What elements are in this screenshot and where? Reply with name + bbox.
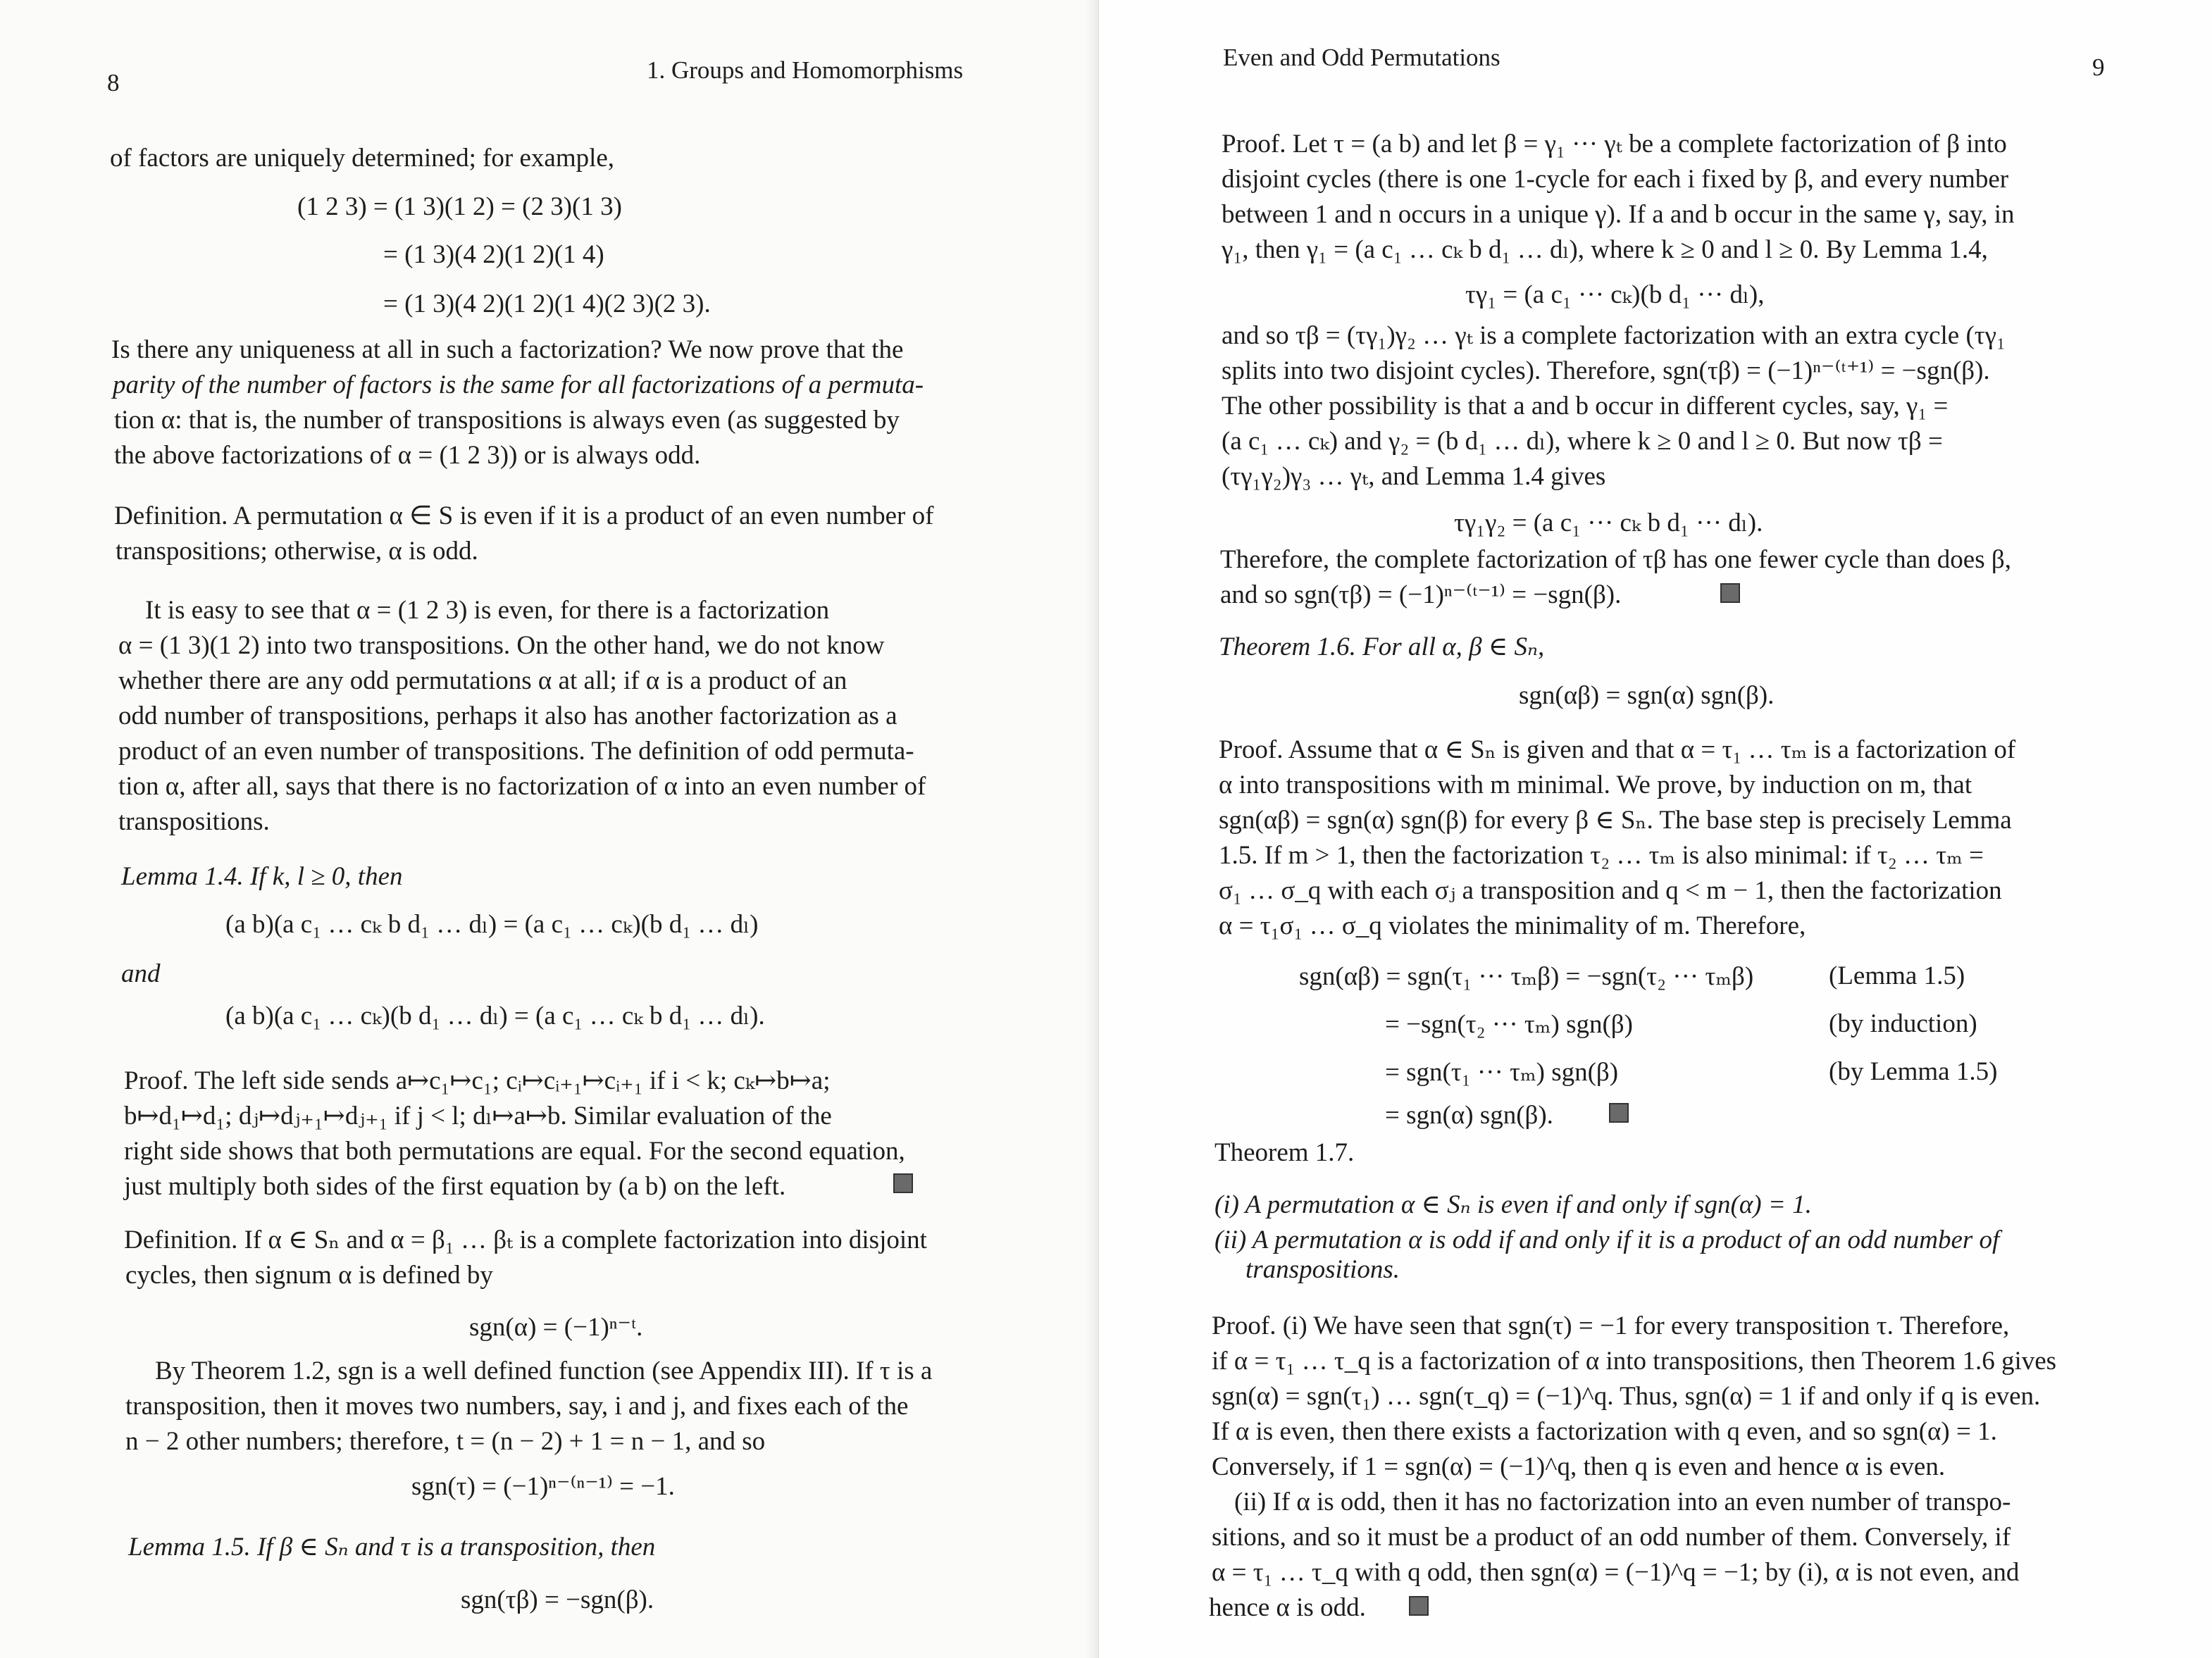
theorem-item: (ii) A permutation α is odd if and only if it is a product of an odd number of <box>1214 1226 2000 1254</box>
equation: = sgn(α) sgn(β). <box>1385 1101 1553 1130</box>
text-line: (a c₁ … cₖ) and γ₂ = (b d₁ … dₗ), where k ≥ 0 and l ≥ 0. But now τβ = <box>1222 427 1943 456</box>
text-line: α into transpositions with m minimal. We prove, by induction on m, that <box>1219 771 1972 799</box>
running-head: 1. Groups and Homomorphisms <box>647 56 964 84</box>
text-line: whether there are any odd permutations α at all; if α is a product of an <box>118 666 847 695</box>
proof-lemma-1-4: Proof. The left side sends a↦c₁↦c₁; cᵢ↦cᵢ₊₁↦cᵢ₊₁ if i < k; cₖ↦b↦a; <box>124 1066 831 1095</box>
text-line: tion α, after all, says that there is no factorization of α into an even number of <box>118 772 926 801</box>
equation: (1 2 3) = (1 3)(1 2) = (2 3)(1 3) <box>297 192 622 221</box>
lemma-1-5: Lemma 1.5. If β ∈ Sₙ and τ is a transposition, then <box>128 1533 656 1562</box>
text-line: (τγ₁γ₂)γ₃ … γₜ, and Lemma 1.4 gives <box>1222 462 1606 491</box>
running-head: Even and Odd Permutations <box>1223 44 1500 71</box>
definition-even: Definition. A permutation α ∈ S is even if it is a product of an even number of <box>114 501 934 530</box>
equation: = sgn(τ₁ ··· τₘ) sgn(β) <box>1385 1058 1619 1087</box>
equation: = (1 3)(4 2)(1 2)(1 4) <box>383 240 604 269</box>
text-line: and so sgn(τβ) = (−1)ⁿ⁻⁽ᵗ⁻¹⁾ = −sgn(β). <box>1220 580 1622 609</box>
text-line: Is there any uniqueness at all in such a factorization? We now prove that the <box>111 335 904 364</box>
text-line: right side shows that both permutations are equal. For the second equation, <box>124 1137 905 1166</box>
equation: sgn(τ) = (−1)ⁿ⁻⁽ⁿ⁻¹⁾ = −1. <box>411 1472 675 1501</box>
text-line: n − 2 other numbers; therefore, t = (n − 2) + 1 = n − 1, and so <box>125 1427 766 1456</box>
text-line: cycles, then signum α is defined by <box>125 1261 493 1290</box>
text-line: transpositions; otherwise, α is odd. <box>116 537 478 566</box>
text-line: just multiply both sides of the first equation by (a b) on the left. <box>124 1172 786 1201</box>
text-line: b↦d₁↦d₁; dⱼ↦dⱼ₊₁↦dⱼ₊₁ if j < l; dₗ↦a↦b. Similar evaluation of the <box>124 1102 832 1130</box>
text-line: The other possibility is that a and b occur in different cycles, say, γ₁ = <box>1222 392 1949 420</box>
justification: (by induction) <box>1829 1009 1977 1038</box>
text-line: γ₁, then γ₁ = (a c₁ … cₖ b d₁ … dₗ), where k ≥ 0 and l ≥ 0. By Lemma 1.4, <box>1222 235 1988 264</box>
page-number: 8 <box>107 69 120 96</box>
qed-box <box>1720 583 1740 603</box>
text-line: Therefore, the complete factorization of τβ has one fewer cycle than does β, <box>1220 545 2011 574</box>
left-page <box>0 0 1099 1658</box>
text-line: transposition, then it moves two numbers, say, i and j, and fixes each of the <box>125 1392 909 1421</box>
equation: = (1 3)(4 2)(1 2)(1 4)(2 3)(2 3). <box>383 289 711 318</box>
equation: sgn(τβ) = −sgn(β). <box>461 1585 654 1614</box>
equation: sgn(αβ) = sgn(α) sgn(β). <box>1519 681 1775 710</box>
text-line: It is easy to see that α = (1 2 3) is even, for there is a factorization <box>145 596 830 625</box>
proof-theorem-1-7: Proof. (i) We have seen that sgn(τ) = −1 for every transposition τ. Therefore, <box>1212 1311 2010 1340</box>
right-page <box>1099 0 2212 1658</box>
proof-theorem-1-6: Proof. Assume that α ∈ Sₙ is given and that α = τ₁ … τₘ is a factorization of <box>1219 735 2016 764</box>
qed-box <box>1409 1596 1429 1616</box>
text-line: sgn(α) = sgn(τ₁) … sgn(τ_q) = (−1)^q. Thus, sgn(α) = 1 if and only if q is even. <box>1212 1382 2041 1411</box>
equation: τγ₁γ₂ = (a c₁ ··· cₖ b d₁ ··· dₗ). <box>1454 509 1763 537</box>
text-line: sgn(αβ) = sgn(α) sgn(β) for every β ∈ Sₙ. The base step is precisely Lemma <box>1219 806 2012 835</box>
justification: (by Lemma 1.5) <box>1829 1057 1998 1086</box>
lemma-1-4: Lemma 1.4. If k, l ≥ 0, then <box>121 862 403 891</box>
qed-box <box>1609 1103 1629 1123</box>
equation: sgn(αβ) = sgn(τ₁ ··· τₘβ) = −sgn(τ₂ ··· τₘβ) <box>1299 962 1754 991</box>
equation: (a b)(a c₁ … cₖ b d₁ … dₗ) = (a c₁ … cₖ)(b d₁ … dₗ) <box>225 910 759 939</box>
text-line: (ii) If α is odd, then it has no factorization into an even number of transpo- <box>1234 1488 2011 1516</box>
text-line: α = τ₁ … τ_q with q odd, then sgn(α) = (−1)^q = −1; by (i), α is not even, and <box>1212 1558 2020 1587</box>
text-line: transpositions. <box>118 807 270 836</box>
text-line: sitions, and so it must be a product of an odd number of them. Conversely, if <box>1212 1523 2011 1552</box>
theorem-item: (i) A permutation α ∈ Sₙ is even if and only if sgn(α) = 1. <box>1214 1190 1812 1219</box>
text-line: If α is even, then there exists a factorization with q even, and so sgn(α) = 1. <box>1212 1417 1997 1446</box>
text-line: By Theorem 1.2, sgn is a well defined function (see Appendix III). If τ is a <box>155 1357 933 1385</box>
text-line: between 1 and n occurs in a unique γ). If a and b occur in the same γ, say, in <box>1222 200 2015 229</box>
definition-signum: Definition. If α ∈ Sₙ and α = β₁ … βₜ is a complete factorization into disjoint <box>124 1226 927 1254</box>
text-line: and <box>121 959 161 988</box>
text-line: σ₁ … σ_q with each σⱼ a transposition and q < m − 1, then the factorization <box>1219 876 2002 905</box>
text-line: parity of the number of factors is the same for all factorizations of a permuta- <box>113 370 924 399</box>
page-number: 9 <box>2092 54 2105 81</box>
theorem-1-6: Theorem 1.6. For all α, β ∈ Sₙ, <box>1219 632 1545 661</box>
text-line: of factors are uniquely determined; for example, <box>110 144 615 173</box>
equation: = −sgn(τ₂ ··· τₘ) sgn(β) <box>1385 1010 1633 1039</box>
equation: (a b)(a c₁ … cₖ)(b d₁ … dₗ) = (a c₁ … cₖ b d₁ … dₗ). <box>225 1002 765 1030</box>
text-line: α = τ₁σ₁ … σ_q violates the minimality of m. Therefore, <box>1219 911 1806 940</box>
text-line: hence α is odd. <box>1209 1593 1366 1622</box>
text-line: Conversely, if 1 = sgn(α) = (−1)^q, then q is even and hence α is even. <box>1212 1452 1946 1481</box>
qed-box <box>893 1173 913 1193</box>
equation: τγ₁ = (a c₁ ··· cₖ)(b d₁ ··· dₗ), <box>1465 280 1765 309</box>
text-line: splits into two disjoint cycles). Therefore, sgn(τβ) = (−1)ⁿ⁻⁽ᵗ⁺¹⁾ = −sgn(β). <box>1222 356 1990 385</box>
text-line: tion α: that is, the number of transpositions is always even (as suggested by <box>114 406 900 435</box>
text-line: the above factorizations of α = (1 2 3)) or is always odd. <box>114 441 701 470</box>
text-line: transpositions. <box>1245 1255 1400 1284</box>
text-line: product of an even number of transpositions. The definition of odd permuta- <box>118 737 914 766</box>
text-line: odd number of transpositions, perhaps it also has another factorization as a <box>118 702 897 730</box>
text-line: and so τβ = (τγ₁)γ₂ … γₜ is a complete factorization with an extra cycle (τγ₁ <box>1222 321 2006 350</box>
theorem-1-7: Theorem 1.7. <box>1214 1138 1355 1167</box>
text-line: disjoint cycles (there is one 1-cycle for each i fixed by β, and every number <box>1222 165 2009 194</box>
text-line: α = (1 3)(1 2) into two transpositions. On the other hand, we do not know <box>118 631 885 660</box>
proof-lemma-1-5: Proof. Let τ = (a b) and let β = γ₁ ··· γₜ be a complete factorization of β into <box>1222 130 2007 158</box>
text-line: if α = τ₁ … τ_q is a factorization of α into transpositions, then Theorem 1.6 gives <box>1212 1347 2057 1376</box>
justification: (Lemma 1.5) <box>1829 961 1965 990</box>
text-line: 1.5. If m > 1, then the factorization τ₂ … τₘ is also minimal: if τ₂ … τₘ = <box>1219 841 1984 870</box>
equation: sgn(α) = (−1)ⁿ⁻ᵗ. <box>469 1313 643 1342</box>
